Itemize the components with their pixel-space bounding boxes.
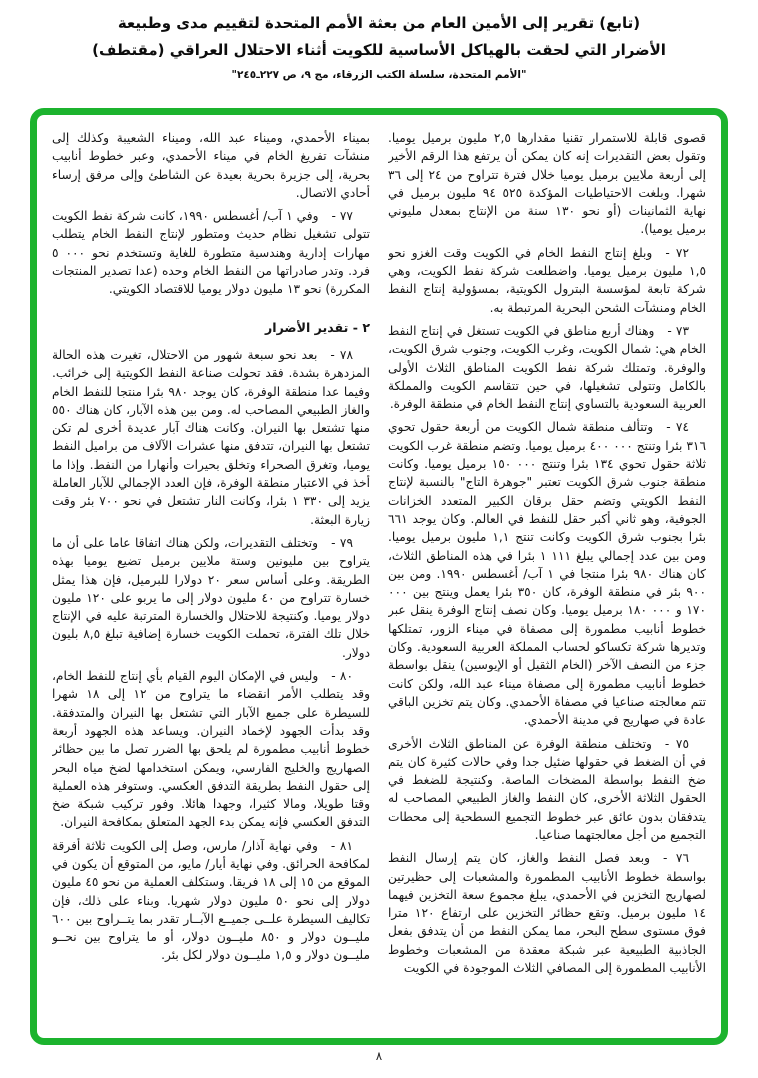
paragraph-number: ٨٠ - xyxy=(331,669,354,684)
document-title-line2: الأضرار التي لحقت بالهياكل الأساسية للكويت أثناء الاحتلال العراقي (مقتطف) xyxy=(92,41,666,59)
paragraph-number: ٧٦ - xyxy=(662,851,689,866)
paragraph: ٧٩ -وتختلف التقديرات، ولكن هناك اتفاقا عاما على أن ما يتراوح بين مليونين وستة ملايين برميل تضيع يوميا بهذه الطريقة. وعلى أساس سعر ٢٠ دولارا للبرميل، فإن هذا يمثل خسارة تتراوح من ٤٠ مليون دولار إلى ما يربو على ١٢٠ مليون دولار يوميا. وكنتيجة للاحتلال والخسارة المترتبة عليه في الإنتاج خلال تلك الفترة، تحملت الكويت خسارة إضافية تبلغ ٨,٥ بليون دولار. xyxy=(52,535,370,660)
paragraph: ٧٦ -وبعد فصل النفط والغاز، كان يتم إرسال النفط بواسطة خطوط الأنابيب المطمورة والمشعبات إلى حظيرتين لصهاريج التخزين في الأحمدي، يبلغ مجموع سعة التخزين فيهما ١٤ مليون برميل. وتقع حظائر التخزين على ارتفاع ١٢٠ مترا فوق مستوى سطح البحر، مما يمكن النفط من أن يتدفق بفعل الجاذبية الطبيعية عبر شبكة معقدة من المشعبات وخطوط الأنابيب المطمورة إلى المصافي الثلاث الموجودة في الكويت xyxy=(388,851,706,976)
content-frame xyxy=(30,108,728,1045)
page-number: ٨ xyxy=(375,1049,383,1063)
document-title-line1: (تابع) تقرير إلى الأمين العام من بعثة الأمم المتحدة لتقييم مدى وطبيعة xyxy=(117,14,641,32)
paragraph: ٧٧ -وفي ١ آب/ أغسطس ١٩٩٠، كانت شركة نفط الكويت تتولى تشغيل نظام حديث ومتطور لإنتاج النفط الخام يتطلب مهارات إدارية وهندسية متطورة للغاية وتستخدم نحو ٠٠٠ ٥ فرد. وتدر صادراتها من النفط الخام وحده (عدا تصدير المنتجات المكررة) نحو ١٣ مليون دولار يوميا للاقتصاد الكويتي. xyxy=(52,209,370,297)
paragraph: ٨٠ -وليس في الإمكان اليوم القيام بأي إنتاج للنفط الخام، وقد يتطلب الأمر انقضاء ما يتراوح من ١٢ إلى ١٨ شهرا للسيطرة على جميع الآبار التي تشتعل بها النيران والمتدفقة. وقد بدأت الجهود لإخماد النيران. ويساعد هذه الجهود أربعة خطوط أنابيب مطمورة لم يلحق بها الضرر تصل ما بين حظائر الصهاريج والخليج الفارسي، ويمكن استخدامها لضخ مياه البحر إلى حقول النفط بطريقة التدفق العكسي. وستوفر هذه العملية وقتا طويلا، ومالا كثيرا، وجهدا هائلا. وفور تركيب شبكة ضخ التدفق العكسي فإنه يمكن بدء الجهد المتعلق بمكافحة النيران. xyxy=(52,669,370,830)
paragraph-number: ٧٧ - xyxy=(331,209,353,224)
section-heading: ٢ - تقدير الأضرار xyxy=(265,319,370,335)
document-header xyxy=(0,10,758,81)
paragraph-number: ٧٣ - xyxy=(667,323,689,338)
paragraph: ٧٥ -وتختلف منطقة الوفرة عن المناطق الثلاث الأخرى في أن الضغط في حقولها ضئيل جدا وفي حالات كثيرة كان يتم ضخ النفط بواسطة المضخات الماصة. وكنتيجة للضغط في الحقول الثلاثة الأخرى، كان النفط والغاز الطبيعي المصاحب له يتدفقان بدون عائق عبر خطوط التجميع السطحية إلى محطات التجميع من أجل معالجتهما صناعيا. xyxy=(388,736,706,842)
paragraph: ٧٢ -وبلغ إنتاج النفط الخام في الكويت وقت الغزو نحو ١,٥ مليون برميل يوميا. واضطلعت شركة نفط الكويت، وهي شركة تابعة لمؤسسة البترول الكويتية، بمسؤولية إنتاج النفط الخام ومنشآت الشحن البحرية المرتبطة به. xyxy=(388,245,706,315)
paragraph: ٧٨ -بعد نحو سبعة شهور من الاحتلال، تغيرت هذه الحالة المزدهرة بشدة. فقد تحولت صناعة النفط الكويتية إلى خرائب. وفيما عدا منطقة الوفرة، كان يوجد ٩٨٠ بئرا منتجا للنفط الخام والغاز الطبيعي المصاحب له. ومن بين هذه الآبار، كان هناك ٥٥٠ منها تشتعل بها النيران. وكانت هناك آبار عديدة أخرى لم تكن تشتعل بها النيران، تتدفق منها عشرات الآلاف من براميل النفط يوميا، وتغرق الصحراء وتخلق بحيرات وأنهارا من النفط. وإذا ما أخذ في الاعتبار منطقة الوفرة، فإن العدد الإجمالي للآبار العاملة يزيد إلى ٣٣٠ ١ بئرا، وكانت النار تشتعل في نحو ٧٠٠ بئر وقت زيارة البعثة. xyxy=(52,347,370,527)
paragraph: ٧٣ -وهناك أربع مناطق في الكويت تستغل في إنتاج النفط الخام هي: شمال الكويت، وغرب الكويت، وجنوب شرق الكويت، والوفرة. وتمتلك شركة نفط الكويت المناطق الثلاث الأولى بالكامل وتتولى تشغيلها، في حين تتقاسم الكويت والمملكة العربية السعودية بالتساوي إنتاج النفط الخام في منطقة الوفرة. xyxy=(388,323,706,412)
paragraph: ٧٤ -وتتألف منطقة شمال الكويت من أربعة حقول تحوي ٣١٦ بئرا وتنتج ٠٠٠ ٤٠٠ برميل يوميا. وتضم منطقة غرب الكويت ثلاثة حقول تحوي ١٣٤ بئرا وتنتج ٠٠٠ ١٥٠ برميل يوميا. وكانت منطقة جنوب شرق الكويت تعتبر "جوهرة التاج" بالنسبة لإنتاج النفط الكويتي وتضم حقل برقان الكبير المتعدد الخزانات الجوفية، وهو ثاني أكبر حقل للنفط في العالم. وكان يوجد ٦٦١ بئرا بجنوب شرق الكويت وكانت تنتج ١,١ مليون برميل يوميا. ومن بين عدد إجمالي يبلغ ١١١ ١ بئرا في هذه المناطق الثلاث، كان هناك ٩٨٠ بئرا منتجا في ١ آب/ أغسطس ١٩٩٠. ومن بين ٩٠٠ بئر في منطقة الوفرة، كان ٣٥٠ بئرا يعمل وينتج بين ٠٠٠ ١٧٠ و ٠٠٠ ١٨٠ برميل يوميا. وكان نصف إنتاج الوفرة ينقل عبر خطوط أنابيب مطمورة إلى مصفاة في ميناء الزور، تمتلكها وتديرها شركة تكساكو لحساب المملكة العربية السعودية. وكان جزء من النصف الآخر (الخام الثقيل أو الإيوسين) ينقل بواسطة خطوط أنابيب مطمورة إلى مصفاة ميناء عبد الله، ولكن كانت تتم معالجته صناعيا في مصفاة الأحمدي. وكان يتم تخزين الباقي عادة في صهاريج في مدينة الأحمدي. xyxy=(388,420,706,728)
paragraph-number: ٧٨ - xyxy=(330,347,353,362)
paragraph: ٨١ -وفي نهاية آذار/ مارس، وصل إلى الكويت ثلاثة أفرقة لمكافحة الحرائق. وفي نهاية أيار/ مايو، من المتوقع أن يكون في الموقع من ١٥ إلى ١٨ فريقا. وستكلف العملية من نحو ٤٥ مليون دولار إلى نحو ٥٠ مليون دولار شهريا. وبناء على ذلك، فإن تكاليف السيطرة علــى جميــع الآبــار تقدر بما يتــراوح بين ٦٠٠ مليــون دولار و ٨٥٠ مليــون دولار، أو ما يتراوح بين نحــو مليــون دولار و ١,٥ مليــون دولار لكل بئر. xyxy=(52,838,370,963)
document-source-citation: "الأمم المتحدة، سلسلة الكتب الزرقاء، مج ٩، ص ٢٢٧ـ٢٤٥" xyxy=(231,69,527,81)
paragraph-number: ٨١ - xyxy=(330,838,353,853)
column-right xyxy=(388,129,706,1038)
paragraph-number: ٧٥ - xyxy=(664,736,689,751)
paragraph-number: ٧٤ - xyxy=(666,420,689,435)
paragraph: قصوى قابلة للاستمرار تقنيا مقدارها ٢,٥ مليون برميل يوميا. وتقول بعض التقديرات إنه كان يمكن أن يرتفع هذا الرقم الأخير إلى أربعة ملايين برميل يوميا خلال فترة تتراوح من ٢٤ إلى ٣٦ شهرا. وبلغت الاحتياطيات المؤكدة ٥٢٥ ٩٤ مليون برميل في نهاية الثمانينات (أو نحو ١٣٠ سنة من الإنتاج بمعدل مليوني برميل يوميا). xyxy=(388,131,706,237)
paragraph-number: ٧٢ - xyxy=(665,245,690,260)
paragraph-number: ٧٩ - xyxy=(331,535,353,550)
paragraph: بميناء الأحمدي، وميناء عبد الله، وميناء الشعيبة وكذلك إلى منشآت تفريغ الخام في ميناء الأحمدي، وعبر خطوط أنابيب بحرية، إلى جزيرة بحرية بعيدة عن الشاطئ وإلى مرفق إرساء أحادي الاتصال. xyxy=(52,131,370,200)
column-left xyxy=(52,129,370,1038)
